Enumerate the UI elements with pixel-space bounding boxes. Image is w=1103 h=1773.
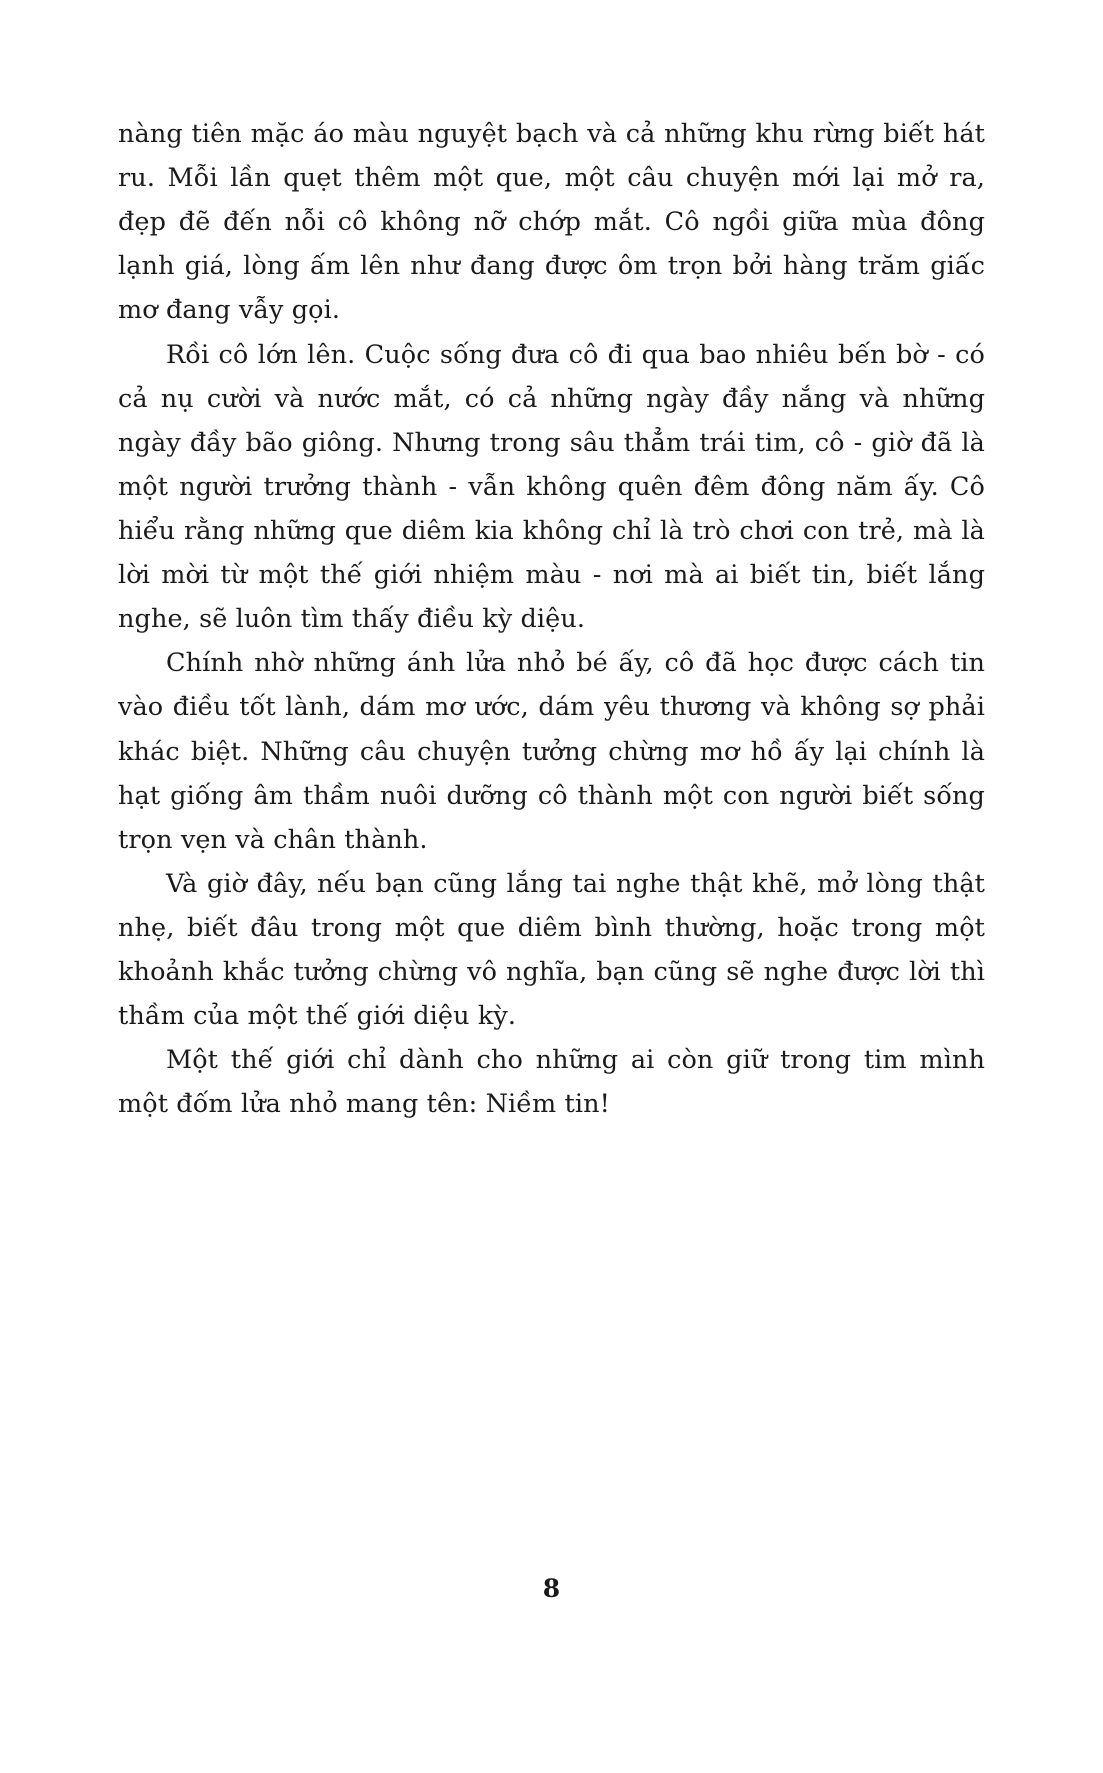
paragraph: Rồi cô lớn lên. Cuộc sống đưa cô đi qua bao nhiêu bến bờ - có cả nụ cười và nước mắt, có cả những ngày đầy nắng và những ngày đầy bão giông. Nhưng trong sâu thẳm trái tim, cô - giờ đã là một người trưởng thành - vẫn không quên đêm đông năm ấy. Cô hiểu rằng những que diêm kia không chỉ là trò chơi con trẻ, mà là lời mời từ một thế giới nhiệm màu - nơi mà ai biết tin, biết lắng nghe, sẽ luôn tìm thấy điều kỳ diệu. [118, 339, 985, 635]
page-body [118, 112, 985, 1127]
paragraph: nàng tiên mặc áo màu nguyệt bạch và cả những khu rừng biết hát ru. Mỗi lần quẹt thêm một que, một câu chuyện mới lại mở ra, đẹp đẽ đến nỗi cô không nỡ chớp mắt. Cô ngồi giữa mùa đông lạnh giá, lòng ấm lên như đang được ôm trọn bởi hàng trăm giấc mơ đang vẫy gọi. [118, 119, 985, 326]
paragraph: Và giờ đây, nếu bạn cũng lắng tai nghe thật khẽ, mở lòng thật nhẹ, biết đâu trong một que diêm bình thường, hoặc trong một khoảnh khắc tưởng chừng vô nghĩa, bạn cũng sẽ nghe được lời thì thầm của một thế giới diệu kỳ. [118, 868, 985, 1032]
page-number: 8 [542, 1574, 561, 1603]
paragraph: Một thế giới chỉ dành cho những ai còn giữ trong tim mình một đốm lửa nhỏ mang tên: Niềm tin! [118, 1045, 985, 1120]
paragraph: Chính nhờ những ánh lửa nhỏ bé ấy, cô đã học được cách tin vào điều tốt lành, dám mơ ước, dám yêu thương và không sợ phải khác biệt. Những câu chuyện tưởng chừng mơ hồ ấy lại chính là hạt giống âm thầm nuôi dưỡng cô thành một con người biết sống trọn vẹn và chân thành. [118, 648, 985, 855]
